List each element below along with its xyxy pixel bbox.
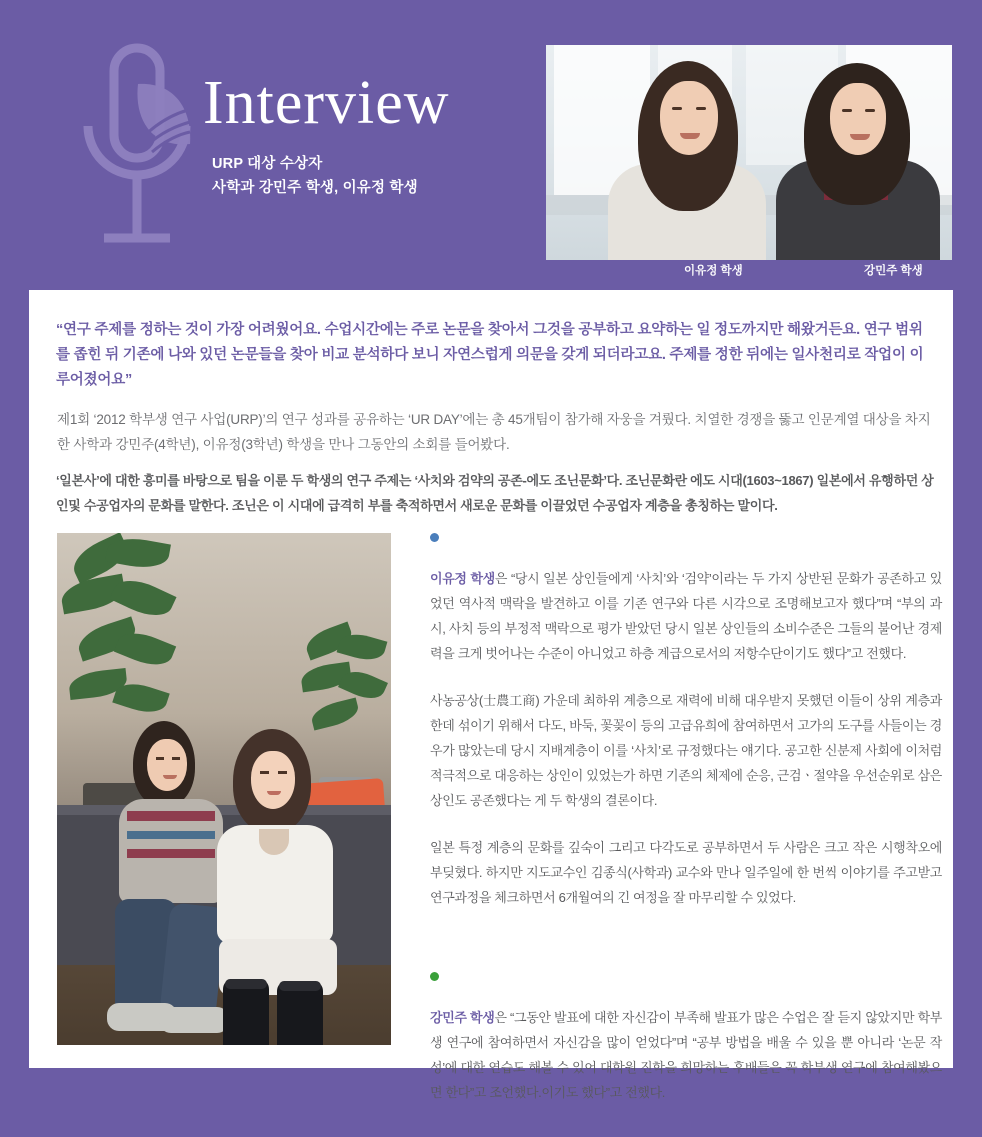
answer-text-4: 은 “그동안 발표에 대한 자신감이 부족해 발표가 많은 수업은 잘 듣지 않았지만 학부생 연구에 참여하면서 자신감을 많이 얻었다”며 “공부 방법을 배울 수 있을 뿐 아니라 ‘논문 작성’에 대한 연습도 해볼 수 있어 대학원 진학을 희망하는 후배들은 꼭 학부생 연구에 참여해봤으면 한다”고 조언했다.이기도 했다”고 전했다. <box>430 1010 942 1100</box>
header-photo <box>546 45 952 260</box>
microphone-icon <box>62 38 212 253</box>
speaker-name-1: 이유정 학생 <box>430 571 495 586</box>
header-subtitle <box>212 152 418 200</box>
answer-paragraph-2: 사농공상(士農工商) 가운데 최하위 계층으로 재력에 비해 대우받지 못했던 이들이 상위 계층과 한데 섞이기 위해서 다도, 바둑, 꽃꽂이 등의 고급유희에 참여하면서 고가의 도구를 사들이는 경우가 많았는데 당시 지배계층이 이를 ‘사치’로 규정했다는 얘기다. 공고한 신분제 사회에 이처럼 적극적으로 대응하는 상인이 있었는가 하면 기존의 체제에 순응, 근검ㆍ절약을 우선순위로 삼은 상인도 공존했다는 게 두 학생의 결론이다. <box>430 693 942 808</box>
header-subtitle-line1: URP 대상 수상자 <box>212 156 323 172</box>
body-photo <box>57 533 391 1045</box>
article-card <box>29 290 953 1100</box>
page-header <box>0 0 982 290</box>
header-subtitle-line2: 사학과 강민주 학생, 이유정 학생 <box>212 180 418 196</box>
page-title: Interview <box>203 69 450 137</box>
answer-paragraph-4 <box>430 1005 942 1105</box>
photo-caption-right: 강민주 학생 <box>864 265 923 277</box>
topic-paragraph: ‘일본사’에 대한 흥미를 바탕으로 팀을 이룬 두 학생의 연구 주제는 ‘사치와 검약의 공존-에도 조닌문화’다. 조닌문화란 에도 시대(1603~1867) 일본에서 유행하던 상인및 수공업자의 문화를 말한다. 조닌은 이 시대에 급격히 부를 축적하면서 새로운 문화를 이끌었던 수공업자 계층을 총칭하는 말이다. <box>56 473 934 513</box>
interview-text-column <box>430 533 942 1105</box>
intro-paragraph: 제1회 ‘2012 학부생 연구 사업(URP)’의 연구 성과를 공유하는 ‘UR DAY’에는 총 45개팀이 참가해 자웅을 겨뤘다. 치열한 경쟁을 뚫고 인문계열 대상을 차지한 사학과 강민주(4학년), 이유정(3학년) 학생을 만나 그동안의 소회를 들어봤다. <box>57 412 931 452</box>
bullet-marker-2 <box>430 972 439 981</box>
answer-paragraph-3: 일본 특정 계층의 문화를 깊숙이 그리고 다각도로 공부하면서 두 사람은 크고 작은 시행착오에 부딪혔다. 하지만 지도교수인 김종식(사학과) 교수와 만나 일주일에 한 번씩 이야기를 주고받고 연구과정을 체크하면서 6개월여의 긴 여정을 잘 마무리할 수 있었다. <box>430 840 942 905</box>
answer-text-1: 은 “당시 일본 상인들에게 ‘사치’와 ‘검약’이라는 두 가지 상반된 문화가 공존하고 있었던 역사적 맥락을 발견하고 이를 기존 연구와 다른 시각으로 조명해보고자 했다”며 “부의 과시, 사치 등의 부정적 맥락으로 평가 받았던 당시 일본 상인들의 소비수준은 그들의 불어난 경제력을 크게 벗어나는 수준이 아니었고 하층 계급으로서의 저항수단이기도 했다”고 전했다. <box>430 571 942 661</box>
speaker-name-2: 강민주 학생 <box>430 1010 495 1025</box>
photo-caption-left: 이유정 학생 <box>684 265 743 277</box>
pull-quote: “연구 주제를 정하는 것이 가장 어려웠어요. 수업시간에는 주로 논문을 찾아서 그것을 공부하고 요약하는 일 정도까지만 해왔거든요. 연구 범위를 좁힌 뒤 기존에 나와 있던 논문들을 찾아 비교 분석하다 보니 자연스럽게 의문을 갖게 되더라고요. 주제를 정한 뒤에는 일사천리로 작업이 이루어졌어요” <box>56 322 924 388</box>
bullet-marker-1 <box>430 533 439 542</box>
interview-block-2 <box>430 972 942 1105</box>
answer-paragraph-1 <box>430 566 942 666</box>
